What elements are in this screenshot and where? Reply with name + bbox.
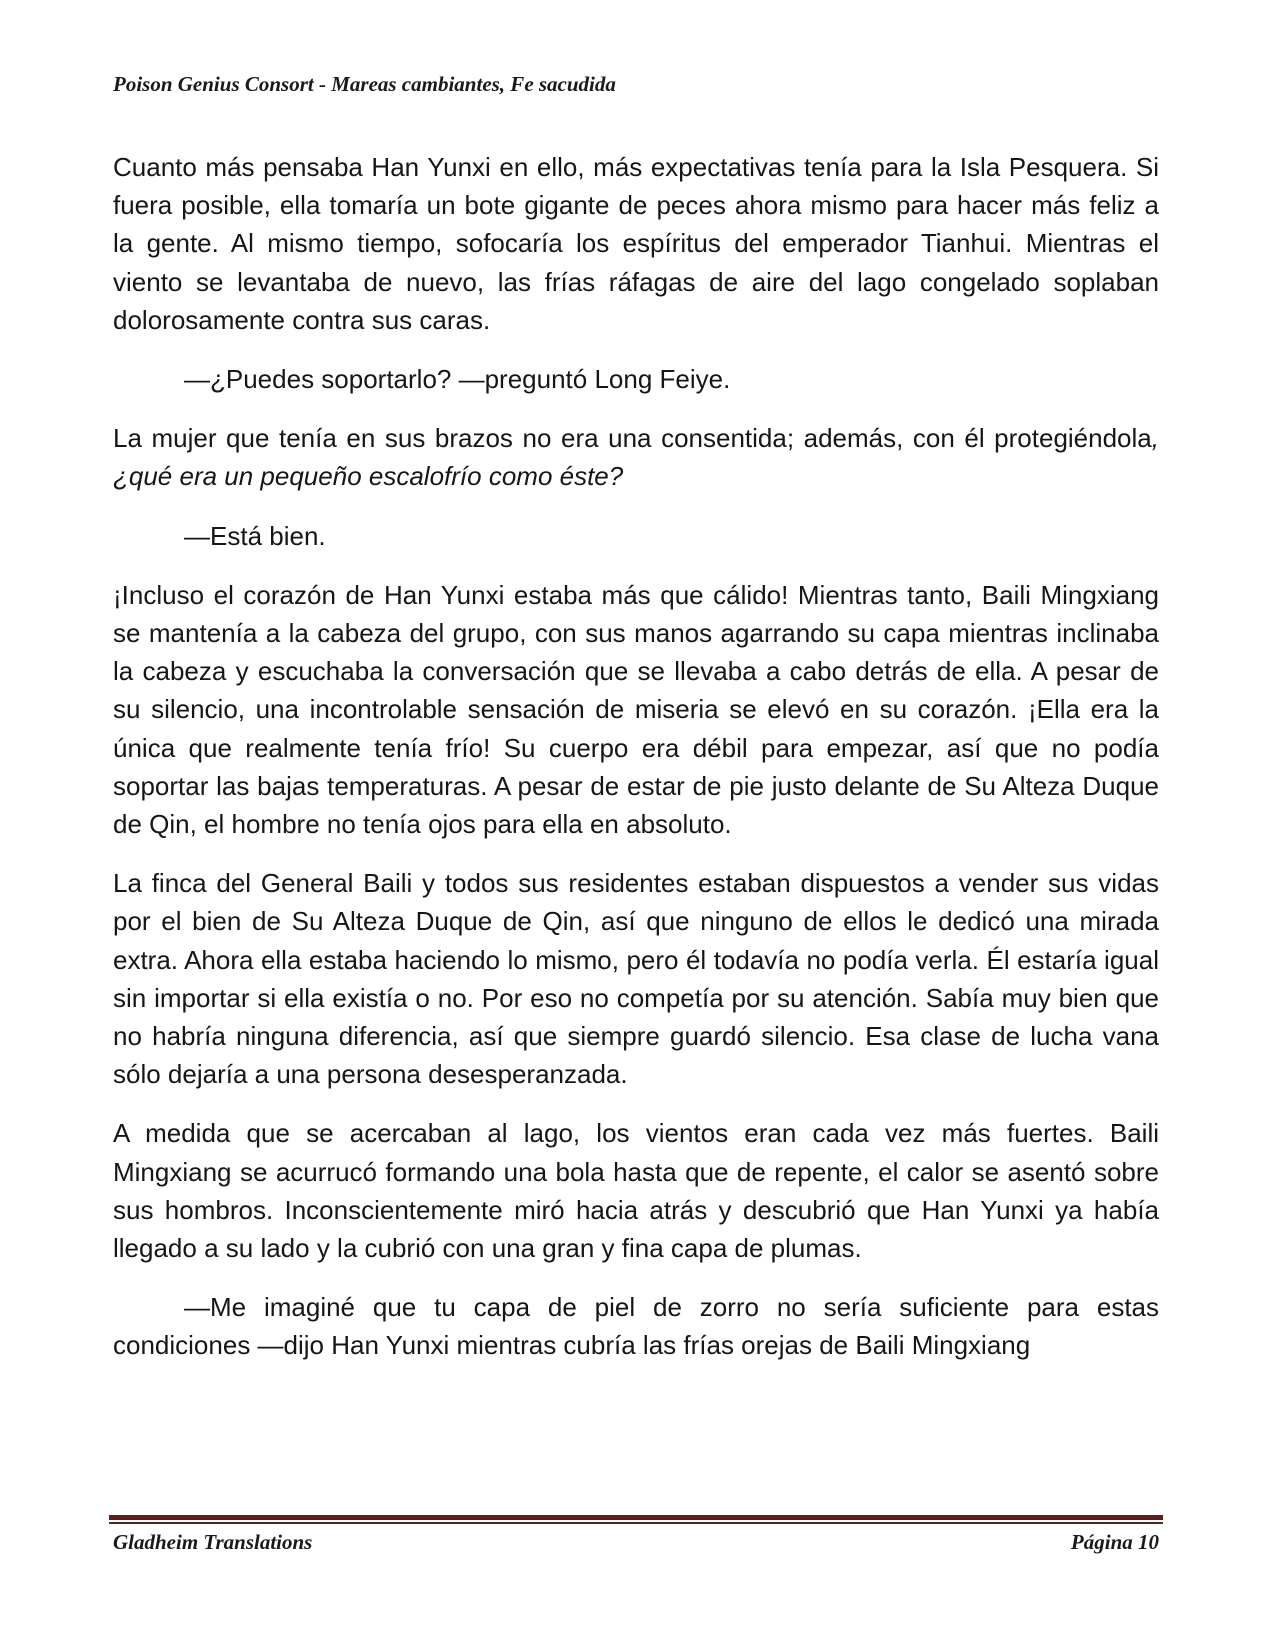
paragraph: La finca del General Baili y todos sus residentes estaban dispuestos a vender sus vidas por el bien de Su Alteza Duque de Qin, así que ninguno de ellos le dedicó una mirada extra. Ahora ella estaba haciendo lo mismo, pero él todavía no podía verla. Él estaría igual sin importar si ella existía o no. Por eso no competía por su atención. Sabía muy bien que no habría ninguna diferencia, así que siempre guardó silencio. Esa clase de lucha vana sólo dejaría a una persona desesperanzada.	[113, 868, 1159, 1090]
italic-thought: , ¿qué era un pequeño escalofrío como éste?	[113, 423, 1159, 492]
dialogue-paragraph: —Me imaginé que tu capa de piel de zorro no sería suficiente para estas condiciones —dijo Han Yunxi mientras cubría las frías orejas de Baili Mingxiang	[113, 1292, 1159, 1361]
document-body	[113, 148, 1159, 1365]
paragraph: A medida que se acercaban al lago, los vientos eran cada vez más fuertes. Baili Mingxiang se acurrucó formando una bola hasta que de repente, el calor se asentó sobre sus hombros. Inconscientemente miró hacia atrás y descubrió que Han Yunxi ya había llegado a su lado y la cubrió con una gran y fina capa de plumas.	[113, 1118, 1159, 1264]
footer-divider-thick-line	[109, 1515, 1163, 1520]
footer-divider-thin-line	[109, 1522, 1163, 1524]
paragraph: ¡Incluso el corazón de Han Yunxi estaba más que cálido! Mientras tanto, Baili Mingxiang se mantenía a la cabeza del grupo, con sus manos agarrando su capa mientras inclinaba la cabeza y escuchaba la conversación que se llevaba a cabo detrás de ella. A pesar de su silencio, una incontrolable sensación de miseria se elevó en su corazón. ¡Ella era la única que realmente tenía frío! Su cuerpo era débil para empezar, así que no podía soportar las bajas temperaturas. A pesar de estar de pie justo delante de Su Alteza Duque de Qin, el hombre no tenía ojos para ella en absoluto.	[113, 579, 1159, 840]
page-header-title: Poison Genius Consort - Mareas cambiantes, Fe sacudida	[113, 72, 616, 96]
paragraph	[113, 419, 1159, 495]
paragraph-text: La mujer que tenía en sus brazos no era una consentida; además, con él protegiéndola	[113, 423, 1152, 454]
footer-divider	[109, 1515, 1163, 1524]
dialogue-paragraph: —Está bien.	[184, 520, 326, 551]
footer-translator-name: Gladheim Translations	[113, 1530, 313, 1554]
footer-page-number: Página 10	[1070, 1530, 1159, 1554]
dialogue-paragraph: —¿Puedes soportarlo? —preguntó Long Feiye.	[184, 364, 731, 395]
paragraph: Cuanto más pensaba Han Yunxi en ello, más expectativas tenía para la Isla Pesquera. Si fuera posible, ella tomaría un bote gigante de peces ahora mismo para hacer más feliz a la gente. Al mismo tiempo, sofocaría los espíritus del emperador Tianhui. Mientras el viento se levantaba de nuevo, las frías ráfagas de aire del lago congelado soplaban dolorosamente contra sus caras.	[113, 152, 1159, 335]
